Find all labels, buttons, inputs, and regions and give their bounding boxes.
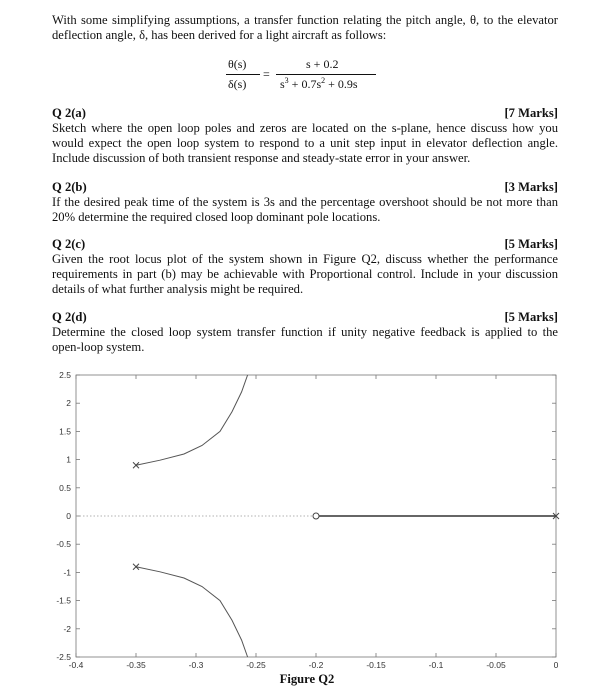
- eq-den-term3: + 0.9s: [325, 77, 358, 91]
- figure-caption: Figure Q2: [279, 672, 335, 686]
- x-tick-label: -0.2: [308, 660, 324, 670]
- y-tick-label: 1: [66, 454, 71, 465]
- x-tick-label: -0.4: [68, 660, 84, 670]
- eq-den-term2: + 0.7s: [288, 77, 322, 91]
- question-2d-number: Q 2(d): [52, 310, 87, 324]
- question-2c-marks: [5 Marks]: [504, 237, 558, 251]
- x-tick-label: -0.05: [486, 660, 506, 670]
- x-tick-label: -0.15: [366, 660, 386, 670]
- locus-data: [76, 375, 559, 657]
- question-2b-number: Q 2(b): [52, 180, 87, 194]
- question-2c-text: Given the root locus plot of the system shown in Figure Q2, discuss whether the performance requirements in part (b) may be achievable with Proportional control. Include in your discussion details of what further analysis might be required.: [52, 252, 558, 297]
- question-2d-text: Determine the closed loop system transfer function if unity negative feedback is applied to the open-loop system.: [52, 325, 558, 355]
- question-2d-marks: [5 Marks]: [504, 310, 558, 324]
- x-tick-label: -0.35: [126, 660, 146, 670]
- axis-ticks: [56, 370, 558, 670]
- eq-den-s: s: [280, 77, 285, 91]
- y-tick-label: -1.5: [56, 595, 71, 606]
- y-tick-label: 2.5: [59, 370, 71, 380]
- question-2a-text: Sketch where the open loop poles and zeros are located on the s-plane, hence discuss how you would expect the open loop system to respond to a unit step input in elevator deflection angle. Include discussion of both transient response and steady-state error in your answer.: [52, 121, 558, 166]
- locus-upper-branch: [136, 375, 248, 465]
- y-tick-label: 0: [66, 511, 71, 521]
- y-tick-label: -2: [63, 623, 71, 634]
- eq-lhs-denominator: δ(s): [228, 77, 247, 91]
- eq-den-exp3: 3: [284, 76, 289, 85]
- question-2c-number: Q 2(c): [52, 237, 86, 251]
- eq-equals: =: [263, 67, 270, 81]
- y-tick-label: 1.5: [59, 426, 71, 437]
- x-tick-label: -0.25: [246, 660, 266, 670]
- locus-lower-branch: [136, 567, 248, 657]
- eq-rhs-numerator: s + 0.2: [306, 57, 339, 71]
- question-2a-marks: [7 Marks]: [504, 106, 558, 120]
- y-tick-label: -0.5: [56, 539, 71, 550]
- x-tick-label: 0: [553, 660, 559, 670]
- y-tick-label: 0.5: [59, 482, 71, 493]
- x-tick-label: -0.3: [188, 660, 204, 670]
- question-2b-text: If the desired peak time of the system is 3s and the percentage overshoot should be not more than 20% determine the required closed loop dominant pole locations.: [52, 195, 558, 225]
- intro-paragraph: With some simplifying assumptions, a transfer function relating the pitch angle, θ, to the elevator deflection angle, δ, has been derived for a light aircraft as follows:: [52, 13, 558, 43]
- y-tick-label: -1: [63, 567, 71, 578]
- zero-marker: [313, 513, 319, 519]
- x-tick-label: -0.1: [428, 660, 444, 670]
- eq-lhs-numerator: θ(s): [228, 57, 247, 71]
- y-tick-label: 2: [66, 398, 71, 409]
- question-2a-number: Q 2(a): [52, 106, 86, 120]
- question-2b-marks: [3 Marks]: [504, 180, 558, 194]
- eq-den-exp2: 2: [321, 76, 326, 85]
- y-tick-label: -2.5: [56, 652, 71, 662]
